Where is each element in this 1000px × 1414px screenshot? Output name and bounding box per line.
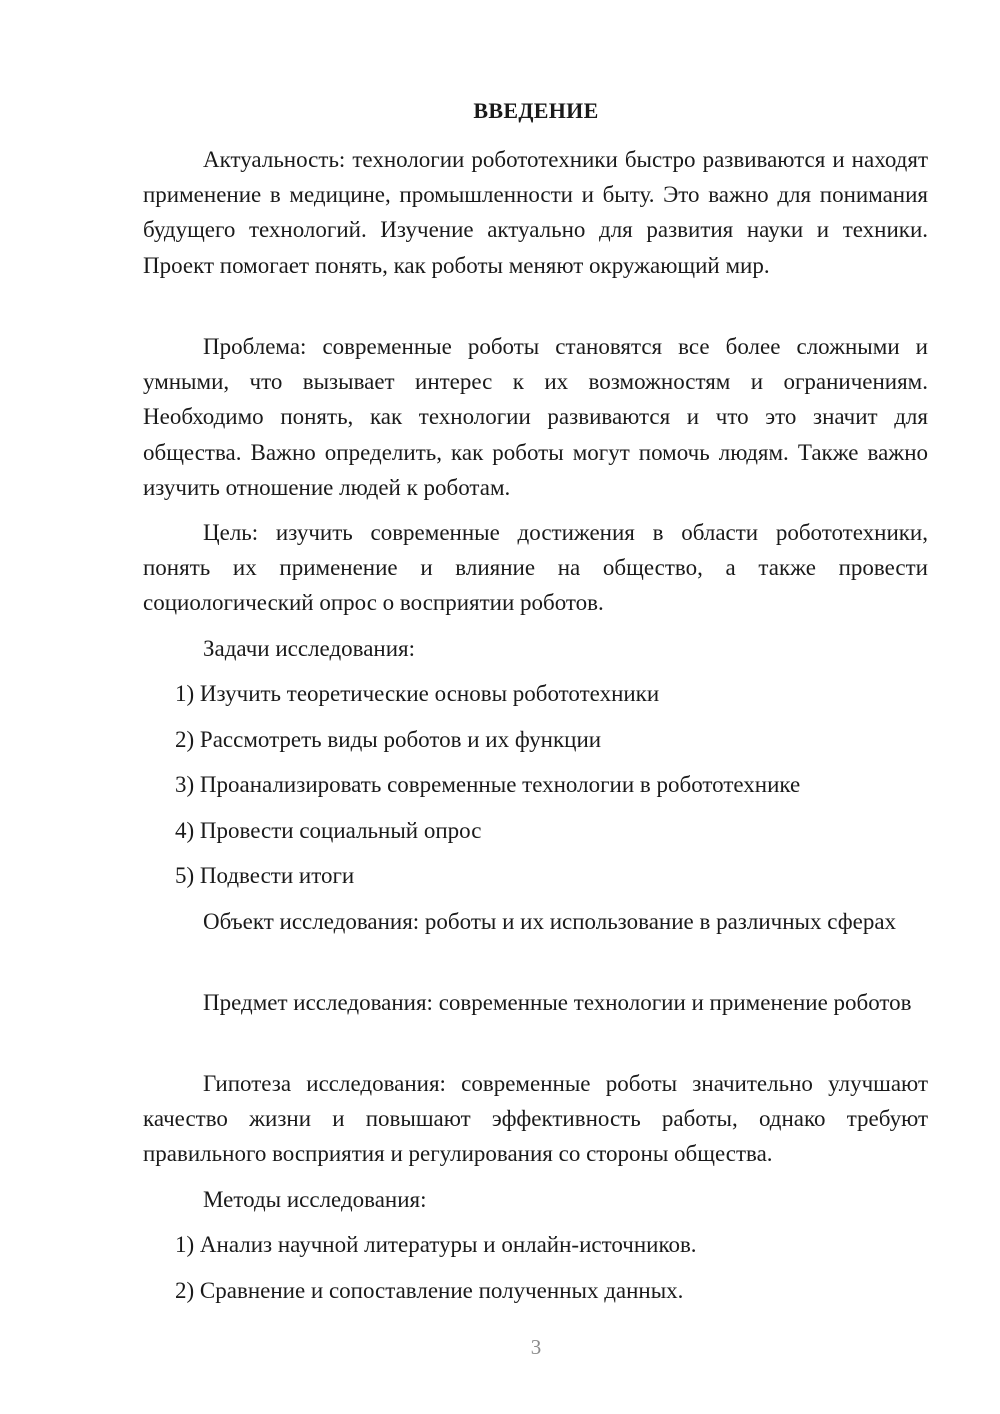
relevance-paragraph: Актуальность: технологии робототехники быстро развиваются и находят применение в медицине, промышленности и быту. Это важно для понимания будущего технологий. Изучение актуально для развития науки и техники. Проект помогает понять, как роботы меняют окружающий мир. — [143, 147, 928, 278]
task-item: 2) Рассмотреть виды роботов и их функции — [175, 727, 602, 752]
method-item: 1) Анализ научной литературы и онлайн-источников. — [175, 1232, 697, 1257]
hypothesis-paragraph: Гипотеза исследования: современные роботы значительно улучшают качество жизни и повышают эффективность работы, однако требуют правильного восприятия и регулирования со стороны общества. — [143, 1071, 928, 1167]
subject-paragraph: Предмет исследования: современные технологии и применение роботов — [203, 990, 912, 1015]
object-paragraph: Объект исследования: роботы и их использование в различных сферах — [203, 909, 897, 934]
method-item: 2) Сравнение и сопоставление полученных данных. — [175, 1278, 684, 1303]
task-item: 1) Изучить теоретические основы робототехники — [175, 681, 660, 706]
problem-paragraph: Проблема: современные роботы становятся все более сложными и умными, что вызывает интерес к их возможностям и ограничениям. Необходимо понять, как технологии развиваются и что это значит для общества. Важно определить, как роботы могут помочь людям. Также важно изучить отношение людей к роботам. — [143, 334, 928, 500]
task-item: 3) Проанализировать современные технологии в робототехнике — [175, 772, 801, 797]
goal-paragraph: Цель: изучить современные достижения в области робототехники, понять их применение и влияние на общество, а также провести социологический опрос о восприятии роботов. — [143, 520, 928, 616]
task-item: 5) Подвести итоги — [175, 863, 355, 888]
page-number: 3 — [530, 1335, 542, 1359]
task-item: 4) Провести социальный опрос — [175, 818, 482, 843]
methods-heading: Методы исследования: — [203, 1187, 427, 1212]
page-title: ВВЕДЕНИЕ — [473, 98, 599, 123]
tasks-heading: Задачи исследования: — [203, 636, 416, 661]
